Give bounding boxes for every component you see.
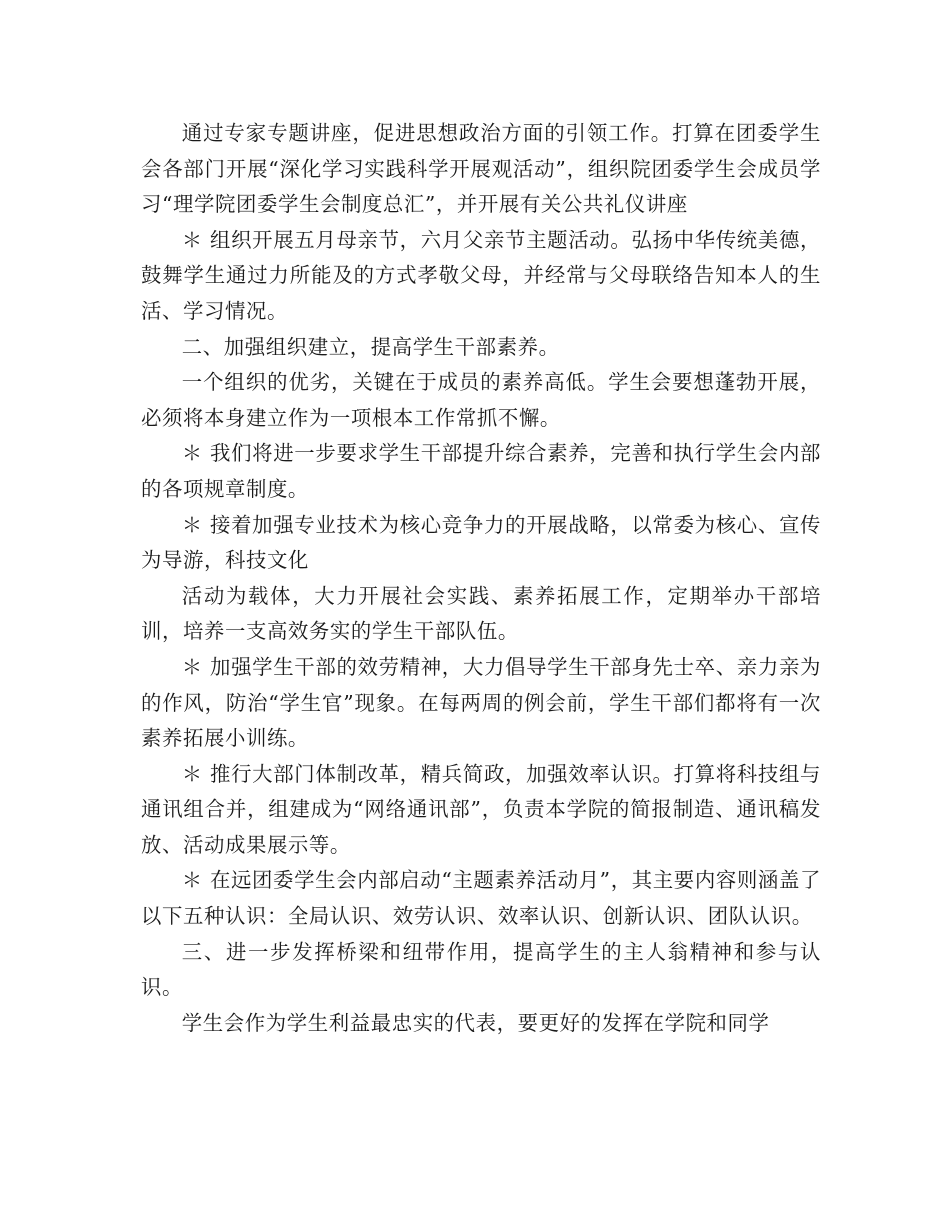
paragraph-5: ＊ 我们将进一步要求学生干部提升综合素养，完善和执行学生会内部的各项规章制度。: [141, 441, 821, 501]
paragraph-4: 一个组织的优劣，关键在于成员的素养高低。学生会要想蓬勃开展，必须将本身建立作为一项根本工作常抓不懈。: [141, 370, 821, 430]
paragraph-1: 通过专家专题讲座，促进思想政治方面的引领工作。打算在团委学生会各部门开展“深化学习实践科学开展观活动”，组织院团委学生会成员学习“理学院团委学生会制度总汇”，并开展有关公共礼仪讲座: [141, 121, 821, 217]
section-heading-3: 三、进一步发挥桥梁和纽带作用，提高学生的主人翁精神和参与认识。: [141, 939, 821, 1000]
paragraph-8: ＊ 加强学生干部的效劳精神，大力倡导学生干部身先士卒、亲力亲为的作风，防治“学生官”现象。在每两周的例会前，学生干部们都将有一次素养拓展小训练。: [141, 654, 821, 751]
paragraph-2: ＊ 组织开展五月母亲节，六月父亲节主题活动。弘扬中华传统美德，鼓舞学生通过力所能及的方式孝敬父母，并经常与父母联络告知本人的生活、学习情况。: [141, 227, 821, 323]
paragraph-10: ＊ 在远团委学生会内部启动“主题素养活动月”，其主要内容则涵盖了以下五种认识：全局认识、效劳认识、效率认识、创新认识、团队认识。: [141, 868, 821, 929]
paragraph-12: 学生会作为学生利益最忠实的代表，要更好的发挥在学院和同学: [181, 1010, 770, 1035]
section-heading-2: 二、加强组织建立，提高学生干部素养。: [181, 334, 560, 359]
paragraph-9: ＊ 推行大部门体制改革，精兵简政，加强效率认识。打算将科技组与通讯组合并，组建成为“网络通讯部”，负责本学院的简报制造、通讯稿发放、活动成果展示等。: [141, 761, 821, 857]
paragraph-6: ＊ 接着加强专业技术为核心竞争力的开展战略，以常委为核心、宣传为导游，科技文化: [141, 512, 821, 573]
paragraph-7: 活动为载体，大力开展社会实践、素养拓展工作，定期举办干部培训，培养一支高效务实的学生干部队伍。: [141, 583, 821, 644]
document-body: [141, 116, 821, 1041]
